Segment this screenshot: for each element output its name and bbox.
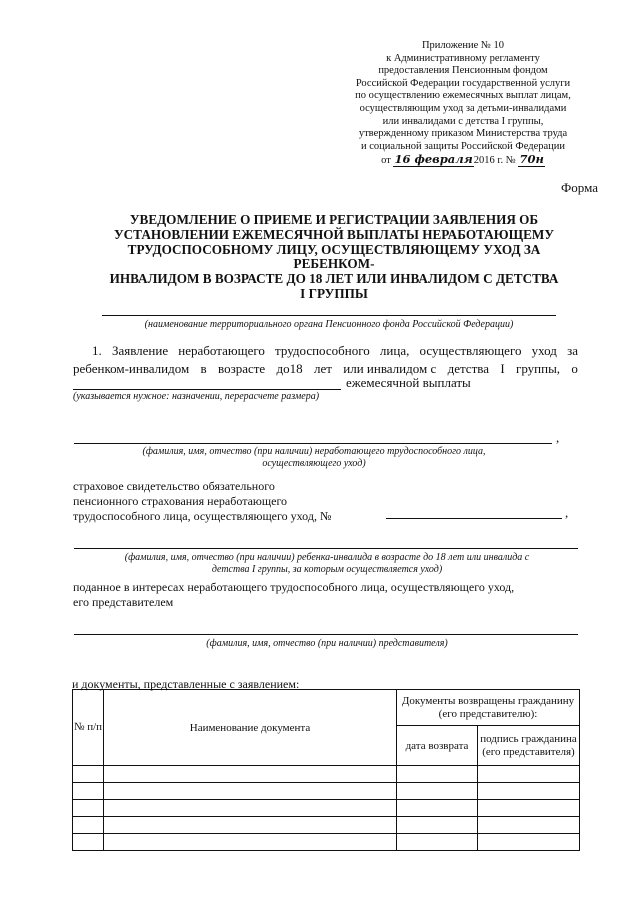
header-line: и социальной защиты Российской Федерации [360,140,566,152]
word: о [571,361,578,376]
table-cell[interactable] [104,783,397,800]
col-document-name-header: Наименование документа [104,690,397,766]
header-line: или инвалидами с детства I группы, [382,115,544,127]
col-returned-group-header: Документы возвращены гражданину (его представителю): [397,690,580,726]
payment-type-hint: (указывается нужное: назначении, перерасчете размера) [73,391,320,402]
hint-line: осуществляющего уход) [262,458,366,469]
document-title [92,213,576,302]
table-cell[interactable] [397,817,478,834]
table-row [73,766,580,783]
order-header [338,40,588,168]
table-cell[interactable] [104,766,397,783]
organ-name-blank[interactable] [102,315,556,316]
word: или инвалидом с [343,361,437,376]
text-line: поданное в интересах неработающего трудоспособного лица, осуществляющего уход, [73,580,515,594]
hint-line: детства I группы, за которым осуществляется уход) [211,564,443,575]
header-line: Приложение № 10 [421,40,505,51]
paragraph-1-line3: ежемесячной выплаты [346,375,471,390]
table-cell[interactable] [73,800,104,817]
insurance-certificate-text [73,479,331,524]
child-name-blank[interactable] [74,548,578,549]
word: возрасте [218,361,266,376]
comma: , [556,430,560,445]
organ-name-hint: (наименование территориального органа Пенсионного фонда Российской Федерации) [144,319,514,330]
header-line: по осуществлению ежемесячных выплат лицам, [355,90,571,102]
table-cell[interactable] [397,800,478,817]
header-line: к Административному регламенту [386,52,540,64]
table-cell[interactable] [478,817,580,834]
title-line: I ГРУППЫ [300,285,368,301]
title-line: ИНВАЛИДОМ В ВОЗРАСТЕ ДО 18 ЛЕТ ИЛИ ИНВАЛИДОМ С ДЕТСТВА [109,271,559,287]
table-cell[interactable] [104,834,397,851]
payment-type-blank[interactable] [73,389,341,390]
col-number-header: № п/п [73,690,104,766]
table-cell[interactable] [397,783,478,800]
table-cell[interactable] [104,817,397,834]
table-cell[interactable] [73,766,104,783]
table-row [73,817,580,834]
date-prefix: от [381,155,391,167]
number-prefix: № [505,155,516,167]
word: лет [313,361,332,376]
comma: , [565,505,569,520]
text-line: страховое свидетельство обязательного [73,479,275,493]
caregiver-name-blank[interactable] [74,443,552,444]
table-cell[interactable] [104,800,397,817]
submitted-text [73,580,514,610]
table-cell[interactable] [73,834,104,851]
documents-table-body [73,766,580,851]
paragraph-1-line1: 1. Заявление неработающего трудоспособного лица, осуществляющего уход за [92,343,578,358]
table-cell[interactable] [73,783,104,800]
word: в [200,361,207,376]
date-year: 2016 г. [473,155,504,167]
representative-name-blank[interactable] [74,634,578,635]
representative-name-hint: (фамилия, имя, отчество (при наличии) представителя) [206,638,448,649]
title-line: ТРУДОСПОСОБНОМУ ЛИЦУ, ОСУЩЕСТВЛЯЮЩЕМУ УХОД ЗА РЕБЕНКОМ- [127,241,541,272]
hint-line: (фамилия, имя, отчество (при наличии) ребенка-инвалида в возрасте до 18 лет или инвалида с [124,552,530,563]
child-name-hint [74,552,580,576]
caregiver-name-hint [74,446,554,470]
documents-table [72,689,580,851]
header-line: утвержденному приказом Министерства труда [358,128,568,140]
text-line: трудоспособного лица, осуществляющего уход, № [73,509,332,523]
header-line: предоставления Пенсионным фондом [378,65,548,77]
col-signature-header: подпись гражданина (его представителя) [478,726,580,766]
table-row [73,800,580,817]
table-cell[interactable] [478,800,580,817]
word: детства [447,361,489,376]
table-cell[interactable] [478,834,580,851]
paragraph-1-line2 [73,361,578,377]
handwritten-number: 70н [519,152,544,167]
title-line: УВЕДОМЛЕНИЕ О ПРИЕМЕ И РЕГИСТРАЦИИ ЗАЯВЛЕНИЯ ОБ [129,212,539,227]
form-label: Форма [561,180,598,195]
word: ребенком-инвалидом [73,361,190,376]
table-cell[interactable] [73,817,104,834]
table-cell[interactable] [478,783,580,800]
table-cell[interactable] [397,766,478,783]
word: I [500,361,505,376]
insurance-number-blank[interactable] [386,518,562,519]
hint-line: (фамилия, имя, отчество (при наличии) неработающего трудоспособного лица, [142,446,486,457]
col-return-date-header: дата возврата [397,726,478,766]
table-row [73,834,580,851]
header-line: осуществляющим уход за детьми-инвалидами [359,102,567,114]
title-line: УСТАНОВЛЕНИИ ЕЖЕМЕСЯЧНОЙ ВЫПЛАТЫ НЕРАБОТАЮЩЕМУ [113,226,554,242]
table-cell[interactable] [478,766,580,783]
table-cell[interactable] [397,834,478,851]
word: до18 [276,361,303,376]
text-line: пенсионного страхования неработающего [73,494,288,508]
handwritten-date: 16 февраля [394,152,473,167]
word: группы, [516,361,561,376]
table-row [73,783,580,800]
documents-caption: и документы, представленные с заявлением: [72,677,300,691]
text-line: его представителем [73,595,174,609]
header-line: Российской Федерации государственной услуги [355,77,571,89]
order-date-line [338,153,588,168]
